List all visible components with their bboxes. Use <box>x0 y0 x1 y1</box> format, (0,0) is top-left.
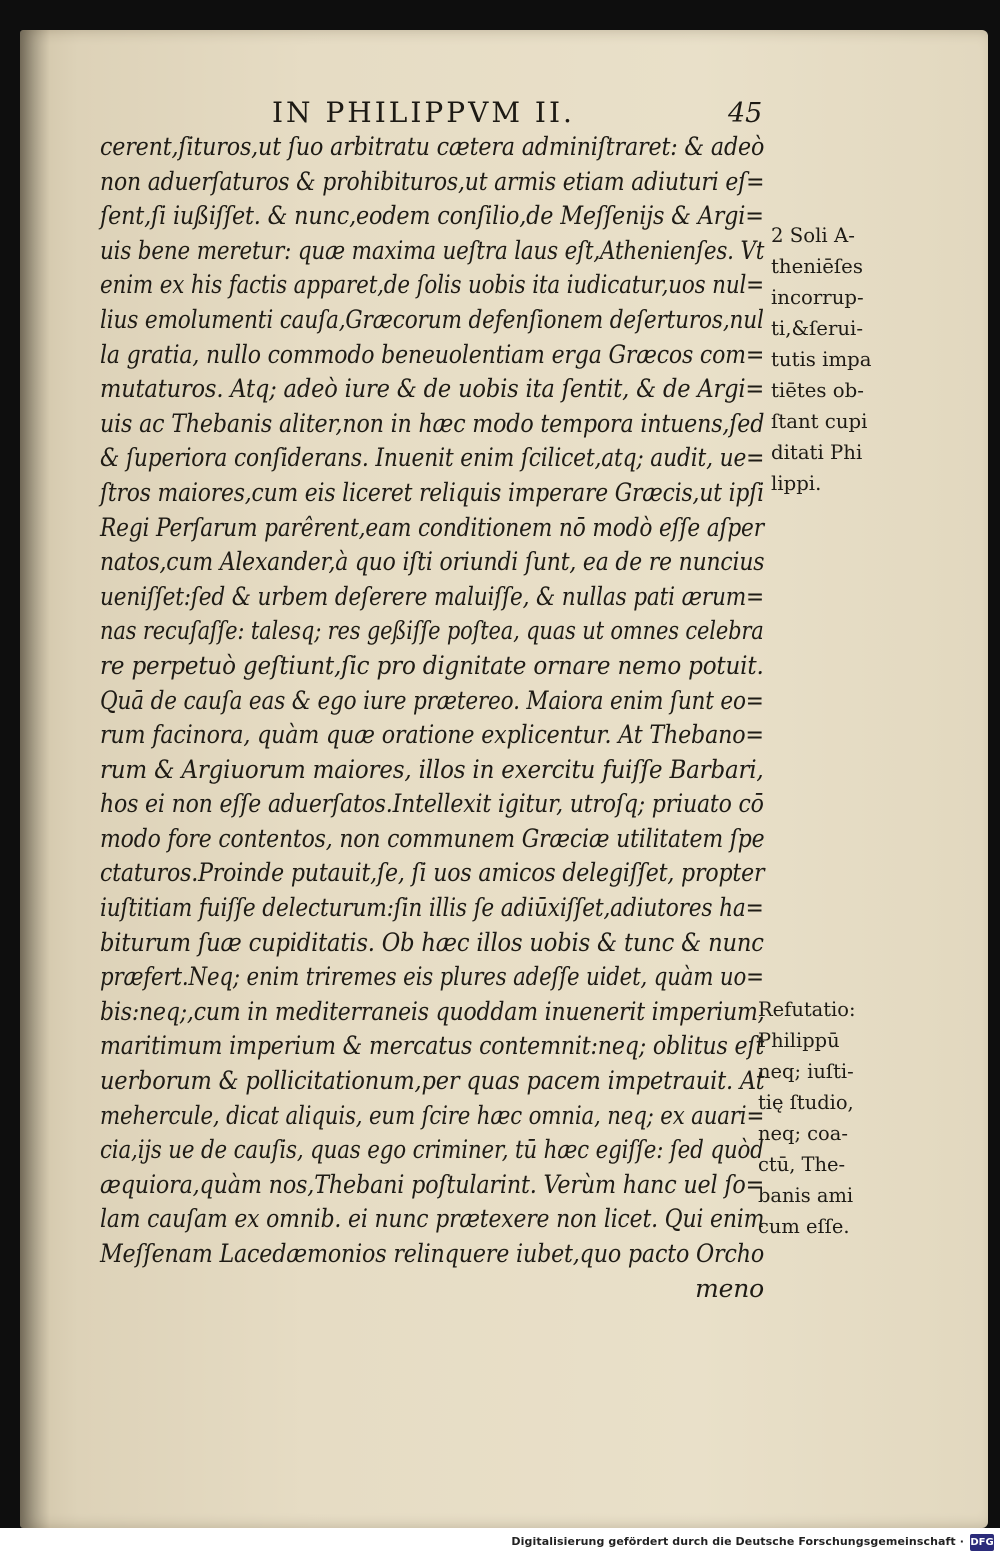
side-note-line: Refutatio: <box>758 997 856 1021</box>
text-line: la gratia, nullo commodo beneuolentiam erga Græcos com= <box>100 339 765 369</box>
text-line: æquiora,quàm nos,Thebani poſtularint. Verùm hanc uel ſo= <box>100 1169 765 1199</box>
text-line: bis:neq;,cum in mediterraneis quoddam inuenerit imperium, <box>100 996 765 1026</box>
dfg-logo: DFG <box>970 1534 994 1551</box>
text-line: natos,cum Alexander,à quo iſti oriundi ſunt, ea de re nuncius <box>100 547 765 577</box>
side-note-soli-athenienses <box>770 220 900 499</box>
side-note-line: tutis impa <box>771 347 872 371</box>
text-line: re perpetuò geſtiunt,ſic pro dignitate ornare nemo potuit. <box>100 650 764 680</box>
text-line: & ſuperiora conſiderans. Inuenit enim ſcilicet,atq; audit, ue= <box>100 443 765 473</box>
text-line: Meſſenam Lacedæmonios relinquere iubet,quo pacto Orcho <box>100 1239 765 1268</box>
side-note-line: ſtant cupi <box>771 409 868 433</box>
text-line: enim ex his factis apparet,de ſolis uobis ita iudicatur,uos nul= <box>100 270 765 300</box>
running-head: IN PHILIPPVM II. <box>272 96 575 129</box>
side-note-line: neq; iuſti- <box>758 1059 854 1083</box>
text-line: modo fore contentos, non communem Græciæ utilitatem ſpe <box>100 823 765 853</box>
side-note-line: 2 Soli A- <box>771 223 855 247</box>
side-note-line: ditati Phi <box>771 440 863 464</box>
text-line: hos ei non eſſe aduerſatos.Intellexit igitur, utroſq; priuato cō <box>100 789 764 819</box>
text-line: lam cauſam ex omnib. ei nunc prætexere non licet. Qui enim <box>100 1204 765 1234</box>
text-line: ſtros maiores,cum eis liceret reliquis imperare Græcis,ut ipſi <box>100 477 764 507</box>
text-line: biturum ſuæ cupiditatis. Ob hæc illos uobis & tunc & nunc <box>100 927 764 957</box>
text-line: uis bene meretur: quæ maxima ueſtra laus eſt,Athenienſes. Vt <box>100 235 765 265</box>
text-line: mehercule, dicat aliquis, eum ſcire hæc omnia, neq; ex auari= <box>100 1100 765 1130</box>
text-line: non aduerſaturos & prohibituros,ut armis etiam adiuturi eſ= <box>100 166 765 196</box>
side-note-line: banis ami <box>758 1183 854 1207</box>
text-line: iuſtitiam fuiſſe delecturum:ſin illis ſe adiūxiſſet,adiutores ha= <box>100 893 764 923</box>
text-line: rum facinora, quàm quæ oratione explicentur. At Thebano= <box>100 720 764 750</box>
side-note-line: theniēſes <box>771 254 863 278</box>
side-note-line: ti,&ſerui- <box>771 316 863 340</box>
text-line: ueniſſet:ſed & urbem deſerere maluiſſe, & nullas pati ærum= <box>100 581 765 611</box>
text-line: ſent,ſi iußiſſet. & nunc,eodem conſilio,de Meſſenijs & Argi= <box>100 201 764 231</box>
text-line: uis ac Thebanis aliter,non in hæc modo tempora intuens,ſed <box>100 408 765 438</box>
page-number: 45 <box>728 98 763 129</box>
side-note-line: neq; coa- <box>758 1121 848 1145</box>
text-line: rum & Argiuorum maiores, illos in exercitu fuiſſe Barbari, <box>100 754 764 784</box>
side-note-line: incorrup- <box>771 285 864 309</box>
side-note-line: cum eſſe. <box>758 1214 850 1238</box>
text-line: nas recuſaſſe: talesq; res geßiſſe poſtea, quas ut omnes celebra <box>100 616 764 646</box>
text-line: præfert.Neq; enim triremes eis plures adeſſe uidet, quàm uo= <box>100 962 764 992</box>
text-line: lius emolumenti cauſa,Græcorum defenſionem deſerturos,nul <box>100 304 764 334</box>
text-line: meno <box>695 1273 764 1303</box>
text-line: Regi Perſarum parêrent,eam conditionem nō modò eſſe aſper <box>100 512 764 542</box>
side-note-line: lippi. <box>771 471 822 495</box>
text-line: Quā de cauſa eas & ego iure prætereo. Maiora enim ſunt eo= <box>100 685 764 715</box>
text-line: mutaturos. Atq; adeò iure & de uobis ita ſentit, & de Argi= <box>100 374 765 404</box>
main-text-block <box>100 130 768 1306</box>
text-line: uerborum & pollicitationum,per quas pacem impetrauit. At <box>100 1066 765 1096</box>
footer-bar <box>0 1528 1000 1558</box>
side-note-refutatio <box>756 994 896 1242</box>
text-line: maritimum imperium & mercatus contemnit:neq; oblitus eſt <box>100 1031 765 1061</box>
text-line: cerent,ſituros,ut ſuo arbitratu cætera adminiſtraret: & adeò <box>100 132 765 161</box>
side-note-line: tiētes ob- <box>771 378 864 402</box>
side-note-line: ctū, The- <box>758 1152 846 1176</box>
footer-credit: Digitalisierung gefördert durch die Deutsche Forschungsgemeinschaft · <box>511 1535 964 1548</box>
text-line: ctaturos.Proinde putauit,ſe, ſi uos amicos delegiſſet, propter <box>100 858 765 888</box>
spine-shadow <box>20 30 50 1528</box>
side-note-line: tię ſtudio, <box>758 1090 854 1114</box>
side-note-line: Philippū <box>758 1028 840 1052</box>
text-line: cia,ijs ue de cauſis, quas ego criminer, tū hæc egiſſe: ſed quòd <box>100 1135 764 1165</box>
